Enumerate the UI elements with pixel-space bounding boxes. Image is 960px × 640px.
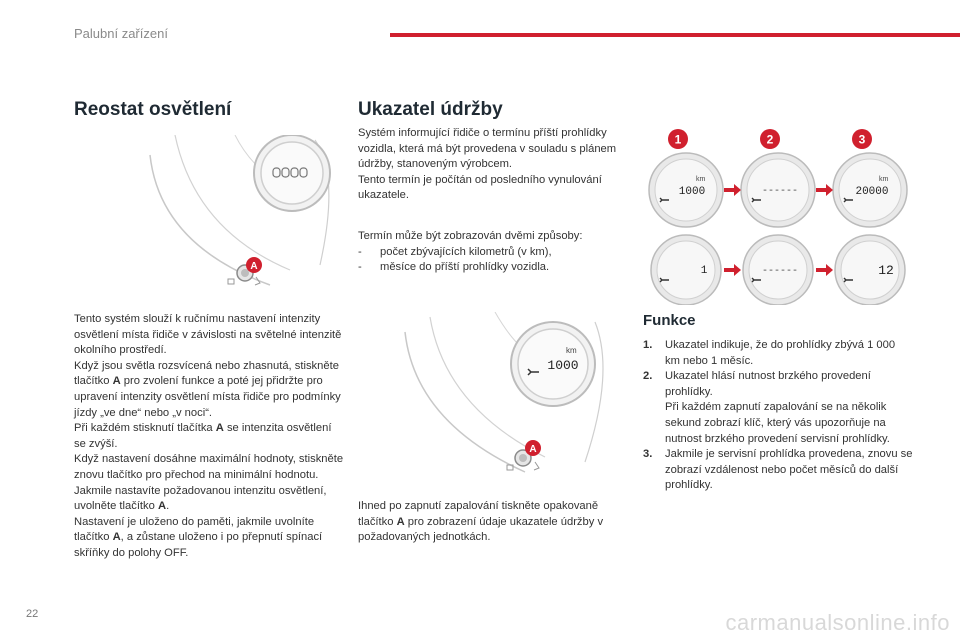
- text-span: .: [166, 500, 170, 513]
- item-number: 3.: [643, 448, 653, 461]
- gauge-bottom-3: [835, 235, 905, 305]
- watermark: carmanualsonline.info: [725, 610, 950, 635]
- step-badge-1: [668, 129, 688, 149]
- button-ref: A: [112, 375, 121, 388]
- display-value: 1000: [547, 358, 579, 373]
- step-number: 2: [766, 132, 774, 147]
- intro-para1: Systém informující řidiče o termínu příští prohlídky vozidla, která má být provedena v souladu s plánem údržby, stanoveným výrobcem.: [358, 127, 617, 171]
- text-span: se intenzita osvětlení se zvýší.: [74, 422, 332, 450]
- instruction-para: [358, 499, 628, 546]
- display-unit: km: [566, 346, 577, 355]
- funkce-list: [643, 338, 913, 494]
- dimmer-illustration: [140, 135, 340, 295]
- page-number: 22: [26, 608, 39, 620]
- gauge-bottom-1: [651, 235, 721, 305]
- gauge-top-2: [741, 153, 815, 227]
- button-ref: A: [215, 422, 224, 435]
- list-item: [643, 369, 913, 447]
- gauge-top-1: [649, 153, 723, 227]
- button-ref: A: [396, 515, 405, 528]
- text-span: Jakmile nastavíte požadovanou intenzitu osvětlení, uvolněte tlačítko: [74, 484, 327, 513]
- text-span: Když jsou světla rozsvícená nebo zhasnutá, stiskněte tlačítko: [74, 359, 339, 388]
- modes-intro: Termín může být zobrazován dvěmi způsoby:: [358, 230, 583, 242]
- maintenance-dashboard-illustration: [385, 312, 615, 482]
- step-badge-2: [760, 129, 780, 149]
- dash-bullet: -: [358, 245, 362, 258]
- item-text-block: [665, 369, 913, 447]
- reostat-para3: [74, 421, 344, 452]
- text-span: Nastavení je uloženo do paměti, jakmile uvolníte tlačítko: [74, 515, 315, 544]
- button-a-marker: A: [529, 444, 537, 455]
- gauge-value: ------: [761, 186, 799, 197]
- text-span: Ihned po zapnutí zapalování tiskněte opakovaně tlačítko: [358, 500, 599, 528]
- reostat-para5: [74, 484, 344, 515]
- item-number: 2.: [643, 370, 653, 383]
- gauge-bottom-2: [743, 235, 813, 305]
- reostat-description: [74, 312, 344, 562]
- button-ref: A: [157, 500, 167, 513]
- reostat-para4: Když nastavení dosáhne maximální hodnoty, stiskněte znovu tlačítko pro přechod na minimální hodnotu.: [74, 453, 344, 481]
- gauge-top-3: [833, 153, 907, 227]
- gauge-value: 1: [700, 265, 708, 277]
- text-span: pro zvolení funkce a poté jej přidržte pro upravení intenzity osvětlení místa řidiče pro podmínky jízdy „ve dne“ nebo „v noci“.: [74, 375, 341, 419]
- intro-para2: Tento termín je počítán od posledního vynulování ukazatele.: [358, 173, 602, 202]
- mode-km: počet zbývajících kilometrů (v km),: [380, 245, 552, 258]
- list-item: [643, 447, 913, 494]
- text-span: , a zůstane uloženo i po přepnutí spínací skříňky do polohy OFF.: [74, 531, 323, 559]
- item-text: Ukazatel hlásí nutnost brzkého provedení prohlídky.: [665, 370, 871, 398]
- heading-ukazatel: Ukazatel údržby: [358, 99, 503, 120]
- item-text: Při každém zapnutí zapalování se na několik sekund zobrazí klíč, který vás upozorňuje na nutnost brzkého provedení servisní prohlídky.: [665, 401, 890, 445]
- gauge-value: ------: [761, 266, 799, 277]
- maintenance-intro: [358, 126, 618, 204]
- section-title: Palubní zařízení: [74, 26, 168, 41]
- list-item: [358, 260, 628, 276]
- step-number: 3: [858, 132, 866, 147]
- reostat-para1: Tento systém slouží k ručnímu nastavení intenzity osvětlení místa řidiče v závislosti na světelné intenzitě okolního prostředí.: [74, 313, 342, 357]
- text-span: Při každém stisknutí tlačítka: [74, 422, 216, 435]
- item-number: 1.: [643, 339, 653, 351]
- button-ref: A: [112, 531, 121, 544]
- reostat-para6: [74, 515, 344, 562]
- gauge-value: 12: [878, 263, 894, 278]
- item-text: Ukazatel indikuje, že do prohlídky zbývá 1 000 km nebo 1 měsíc.: [665, 339, 896, 367]
- gauge-unit: km: [879, 176, 889, 183]
- list-item: [643, 338, 913, 369]
- maintenance-sequence-illustration: [640, 125, 920, 305]
- heading-funkce: Funkce: [643, 312, 696, 329]
- list-item: [358, 245, 628, 261]
- mode-months: měsíce do příští prohlídky vozidla.: [380, 261, 550, 274]
- step-badge-3: [852, 129, 872, 149]
- maintenance-button-instructions: [358, 499, 628, 546]
- gauge-value: 1000: [678, 186, 706, 198]
- display-modes: [358, 229, 628, 276]
- reostat-para2: [74, 359, 344, 421]
- dash-bullet: -: [358, 261, 362, 274]
- button-a-marker: A: [250, 261, 258, 272]
- text-span: pro zobrazení údaje ukazatele údržby v požadovaných jednotkách.: [358, 515, 604, 544]
- heading-reostat: Reostat osvětlení: [74, 99, 232, 120]
- header-accent-bar: [390, 33, 960, 37]
- step-number: 1: [674, 132, 682, 147]
- item-text: Jakmile je servisní prohlídka provedena, znovu se zobrazí vzdálenost nebo počet měsíců do další prohlídky.: [665, 448, 913, 492]
- gauge-value: 20000: [855, 186, 889, 198]
- gauge-unit: km: [696, 176, 706, 183]
